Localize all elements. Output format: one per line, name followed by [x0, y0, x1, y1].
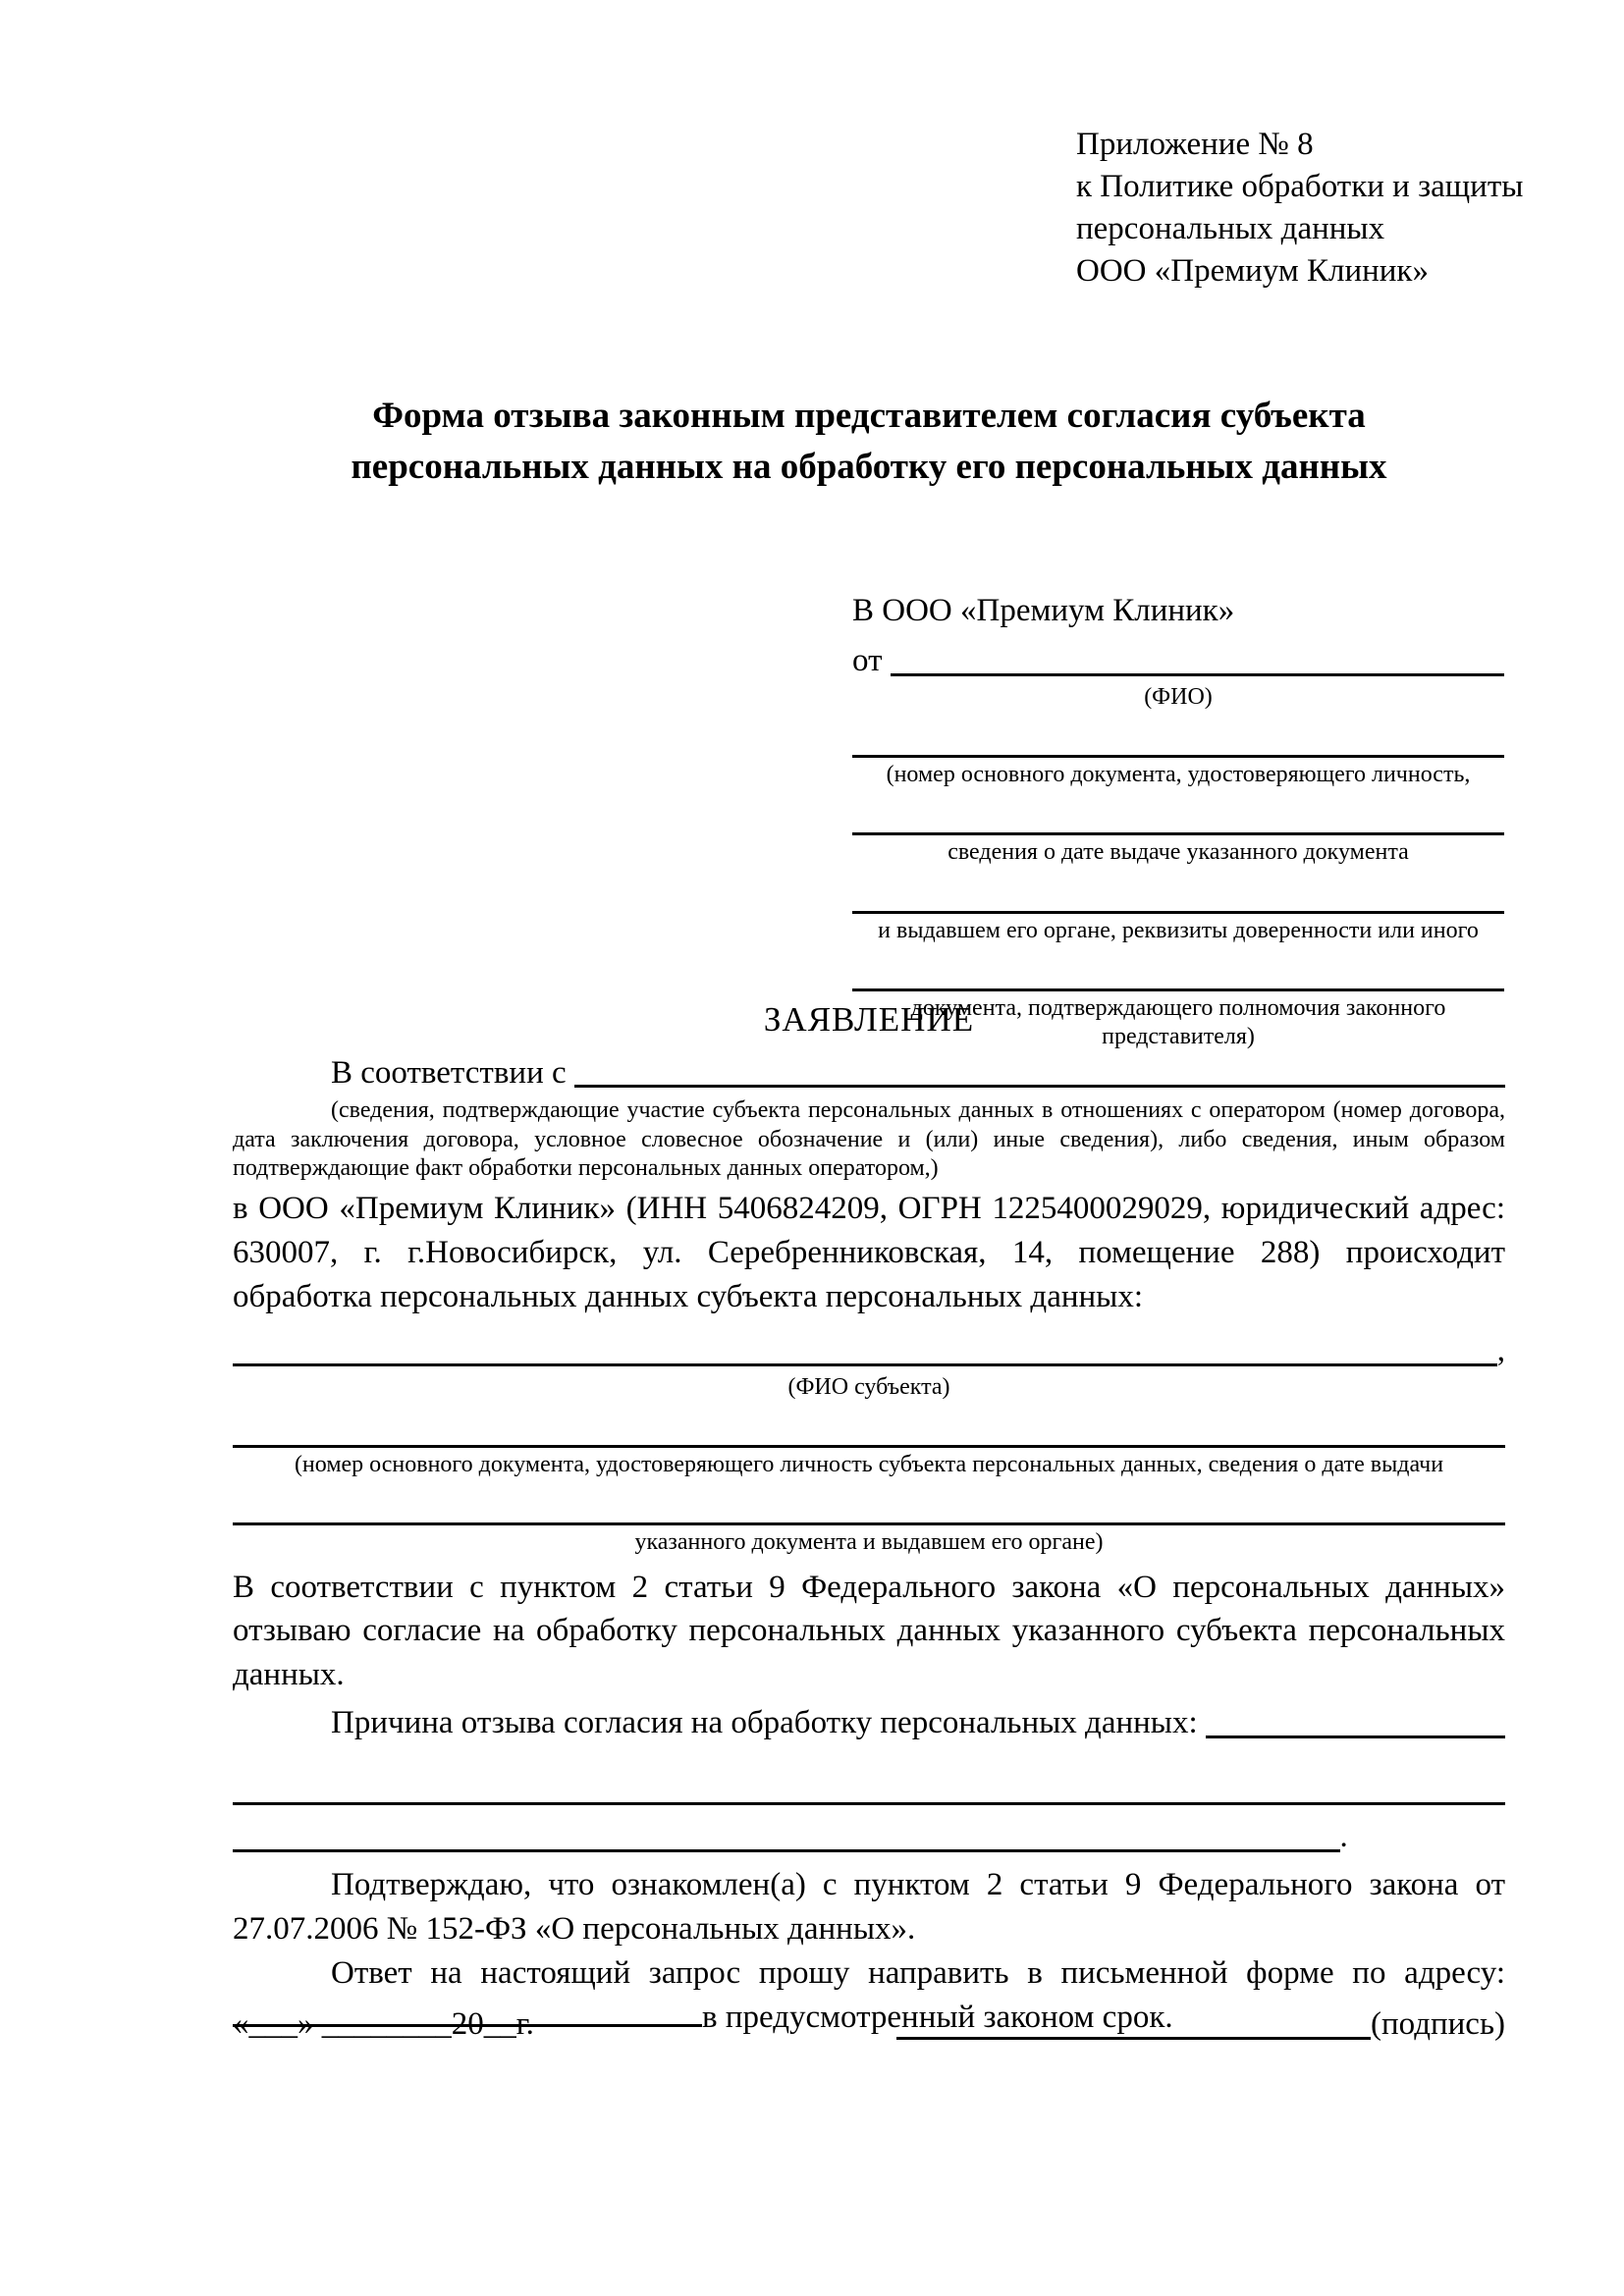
- identity-document-blank-line: [852, 720, 1504, 758]
- identity-document-caption: (номер основного документа, удостоверяющего личность,: [886, 762, 1471, 788]
- appendix-line-4: ООО «Премиум Клиник»: [1076, 252, 1429, 289]
- document-title-line-2: персональных данных на обработку его персональных данных: [351, 446, 1387, 487]
- subject-document-blank-line: [233, 1410, 1505, 1448]
- accordance-blank-line: [574, 1084, 1505, 1088]
- statement-heading: ЗАЯВЛЕНИЕ: [763, 1000, 975, 1039]
- document-title-line-1: Форма отзыва законным представителем согласия субъекта: [372, 396, 1366, 436]
- appendix-line-2: к Политике обработки и защиты: [1076, 168, 1524, 204]
- subject-fio-field: [233, 1329, 1505, 1373]
- reason-continuation-blank-line-2: [233, 1848, 1340, 1852]
- withdrawal-paragraph: В соответствии с пунктом 2 статьи 9 Федерального закона «О персональных данных» отзываю согласие на обработку персональных данных указанного субъекта персональных данных.: [233, 1569, 1505, 1693]
- issue-date-blank-line: [852, 797, 1504, 835]
- document-title: [233, 391, 1505, 493]
- appendix-line-1: Приложение № 8: [1076, 127, 1314, 162]
- appendix-line-3: персональных данных: [1076, 210, 1385, 246]
- reply-suffix: в предусмотренный законом срок.: [702, 1999, 1173, 2035]
- statement-body: [233, 996, 1505, 2039]
- appendix-header: [1076, 124, 1523, 293]
- subject-fio-blank-line: [233, 1362, 1497, 1366]
- reason-blank-line: [1206, 1735, 1505, 1738]
- subject-document-caption-2: указанного документа и выдавшем его органе): [634, 1529, 1104, 1556]
- fio-caption: (ФИО): [1144, 683, 1213, 710]
- subject-document-blank-line-2: [233, 1487, 1505, 1525]
- accordance-label: В соответствии с: [331, 1054, 567, 1091]
- subject-fio-caption: (ФИО субъекта): [787, 1373, 950, 1400]
- addressee-block: [852, 589, 1504, 1059]
- reason-line-suffix: .: [1339, 1819, 1348, 1855]
- reason-continuation-field-2: [233, 1815, 1505, 1859]
- from-field: [852, 639, 1504, 683]
- from-blank-line: [891, 672, 1505, 676]
- subject-document-caption: (номер основного документа, удостоверяющего личность субъекта персональных данных, сведения о дате выдачи: [294, 1452, 1444, 1478]
- signature-caption: (подпись): [1371, 2006, 1505, 2042]
- confirmation-paragraph: Подтверждаю, что ознакомлен(а) с пунктом 2 статьи 9 Федерального закона от 27.07.2006 № 152-ФЗ «О персональных данных».: [233, 1866, 1505, 1947]
- issuing-authority-blank-line: [852, 876, 1504, 914]
- signature-row: [233, 1999, 1505, 2047]
- signature-blank-line: [896, 2036, 1371, 2040]
- accordance-caption: (сведения, подтверждающие участие субъекта персональных данных в отношениях с оператором (номер договора, дата заключения договора, условное словесное обозначение и (или) иные сведения), либо сведения, иным образом подтверждающие факт обработки персональных данных оператором,): [233, 1097, 1505, 1181]
- date-field: «___» ________20__г.: [233, 2006, 534, 2042]
- signature-field: [896, 2002, 1505, 2047]
- addressee-organization: В ООО «Премиум Клиник»: [852, 593, 1235, 628]
- accordance-field: [233, 1051, 1505, 1095]
- operator-paragraph: в ООО «Премиум Клиник» (ИНН 5406824209, ОГРН 1225400029029, юридический адрес: 630007, г. г.Новосибирск, ул. Серебренниковская, 14, помещение 288) происходит обработка персональных данных субъекта персональных данных:: [233, 1191, 1505, 1315]
- reason-label: Причина отзыва согласия на обработку персональных данных:: [331, 1705, 1198, 1741]
- subject-fio-line-suffix: ,: [1496, 1332, 1505, 1368]
- authority-document-blank-line: [852, 953, 1504, 991]
- authority-document-caption: документа, подтверждающего полномочия законного представителя): [910, 994, 1446, 1050]
- reason-continuation-blank-line: [233, 1757, 1505, 1805]
- issuing-authority-caption: и выдавшем его органе, реквизиты доверенности или иного: [878, 917, 1479, 943]
- reason-field: [233, 1701, 1505, 1745]
- issue-date-caption: сведения о дате выдаче указанного документа: [947, 839, 1409, 866]
- reply-label: Ответ на настоящий запрос прошу направить в письменной форме по адресу:: [331, 1954, 1505, 1991]
- from-label: от: [852, 642, 883, 678]
